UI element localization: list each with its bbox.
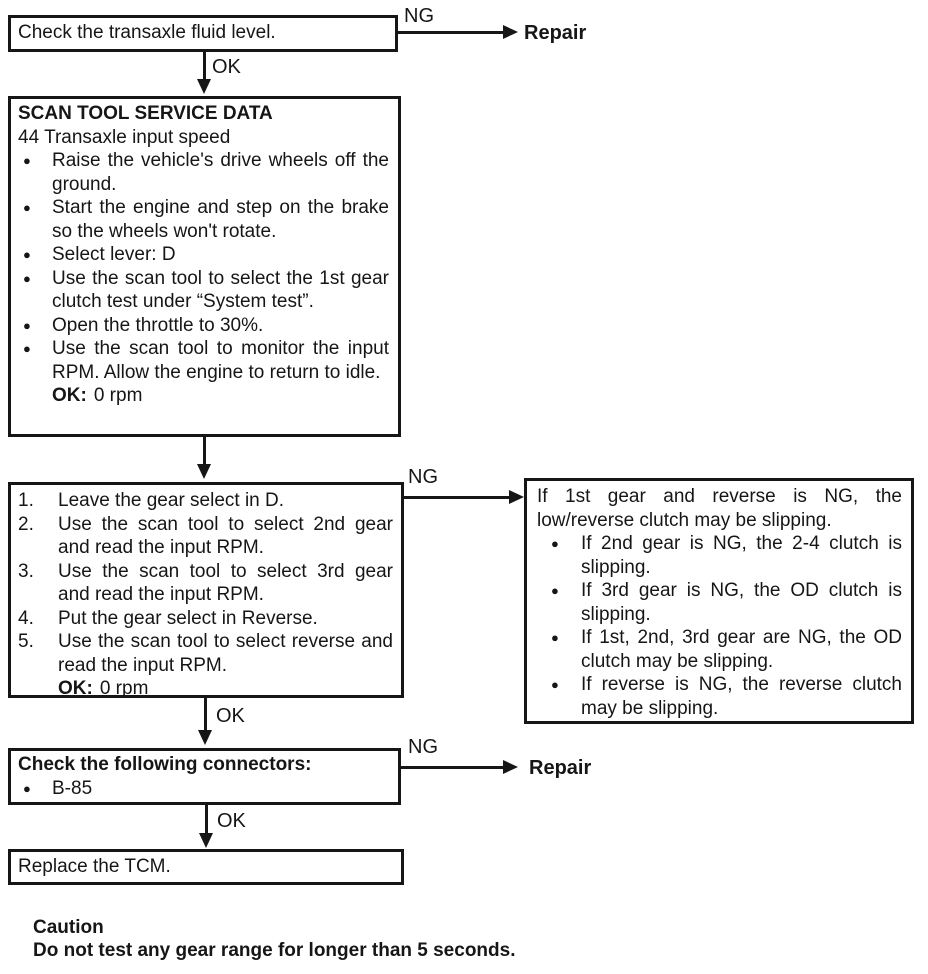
bullet-icon: ● bbox=[23, 200, 31, 215]
list-item bbox=[18, 777, 389, 801]
bullet-icon: ● bbox=[23, 153, 31, 168]
arrow-down-icon bbox=[197, 79, 211, 94]
label-repair-connectors: Repair bbox=[529, 757, 592, 779]
list-item-text: If 2nd gear is NG, the 2-4 clutch is slipping. bbox=[581, 533, 902, 578]
arrow-down-icon bbox=[198, 730, 212, 745]
node-clutch-diagnosis bbox=[524, 478, 914, 724]
ok-result-value: 0 rpm bbox=[93, 385, 143, 406]
arrow-down-icon bbox=[197, 464, 211, 479]
scan-tool-subtitle: 44 Transaxle input speed bbox=[18, 126, 231, 148]
step-text: Put the gear select in Reverse. bbox=[58, 607, 318, 629]
bullet-icon: ● bbox=[23, 247, 31, 262]
list-item-text: B-85 bbox=[52, 777, 93, 799]
label-ok-connectors: OK bbox=[217, 810, 246, 832]
list-item bbox=[18, 267, 389, 314]
scan-tool-title: SCAN TOOL SERVICE DATA bbox=[18, 103, 273, 124]
step-text: Use the scan tool to select reverse and read the input RPM. bbox=[58, 631, 393, 676]
caution-title: Caution bbox=[33, 917, 104, 938]
connector-fluid-ok bbox=[203, 52, 206, 81]
list-item bbox=[18, 314, 389, 338]
step-text: Use the scan tool to select 2nd gear and read the input RPM. bbox=[58, 513, 393, 558]
list-item bbox=[18, 513, 393, 560]
node-check-fluid-level-text: Check the transaxle fluid level. bbox=[18, 22, 276, 43]
label-ok-fluid: OK bbox=[212, 56, 241, 78]
list-item-text: If reverse is NG, the reverse clutch may be slipping. bbox=[581, 674, 902, 719]
step-number: 5. bbox=[18, 631, 34, 652]
label-repair-fluid: Repair bbox=[524, 22, 587, 44]
connector-scan-down bbox=[203, 437, 206, 466]
indent-spacer bbox=[18, 384, 52, 408]
bullet-icon: ● bbox=[551, 536, 559, 551]
list-item-text: Open the throttle to 30%. bbox=[52, 314, 264, 336]
indent-spacer bbox=[18, 677, 58, 701]
caution-note bbox=[33, 917, 593, 962]
ok-result-line bbox=[18, 677, 393, 701]
node-check-fluid-level bbox=[8, 15, 398, 52]
list-item bbox=[18, 149, 389, 196]
connector-steps-ng bbox=[404, 496, 510, 499]
ok-result-value: 0 rpm bbox=[99, 678, 149, 699]
connector-connectors-ng bbox=[401, 766, 504, 769]
list-item-text: Raise the vehicle's drive wheels off the ground. bbox=[52, 150, 389, 195]
list-item-text: If 3rd gear is NG, the OD clutch is slipping. bbox=[581, 580, 902, 625]
label-ng-steps: NG bbox=[408, 466, 438, 488]
list-item bbox=[18, 243, 389, 267]
list-item bbox=[18, 196, 389, 243]
list-item bbox=[18, 607, 393, 631]
arrow-down-icon bbox=[199, 833, 213, 848]
list-item-text: Select lever: D bbox=[52, 244, 176, 265]
step-number: 3. bbox=[18, 560, 34, 582]
label-ok-steps: OK bbox=[216, 705, 245, 727]
bullet-icon: ● bbox=[23, 780, 31, 796]
node-replace-tcm bbox=[8, 849, 404, 885]
step-number: 1. bbox=[18, 490, 34, 511]
list-item-text: Use the scan tool to select the 1st gear clutch test under “System test”. bbox=[52, 267, 389, 312]
bullet-icon: ● bbox=[23, 270, 31, 286]
ok-result-line bbox=[18, 384, 389, 408]
list-item bbox=[18, 560, 393, 607]
list-item bbox=[537, 673, 902, 720]
connector-connectors-ok bbox=[205, 805, 208, 835]
node-scan-tool-service-data bbox=[8, 96, 401, 437]
list-item bbox=[537, 532, 902, 579]
connector-fluid-ng bbox=[398, 31, 504, 34]
bullet-icon: ● bbox=[551, 630, 559, 645]
list-item-text: If 1st, 2nd, 3rd gear are NG, the OD clutch may be slipping. bbox=[581, 627, 902, 672]
step-number: 2. bbox=[18, 513, 34, 535]
arrow-right-icon bbox=[503, 25, 518, 39]
label-ng-connectors: NG bbox=[408, 736, 438, 758]
list-item bbox=[537, 626, 902, 673]
ok-result-label: OK: bbox=[52, 385, 87, 406]
arrow-right-icon bbox=[503, 760, 518, 774]
caution-text: Do not test any gear range for longer than 5 seconds. bbox=[33, 939, 516, 961]
ok-result-label: OK: bbox=[58, 678, 93, 699]
step-text: Use the scan tool to select 3rd gear and read the input RPM. bbox=[58, 560, 393, 605]
step-text: Leave the gear select in D. bbox=[58, 490, 285, 511]
node-replace-tcm-text: Replace the TCM. bbox=[18, 856, 171, 877]
bullet-icon: ● bbox=[551, 677, 559, 692]
list-item-text: Start the engine and step on the brake so the wheels won't rotate. bbox=[52, 197, 389, 242]
label-ng-fluid: NG bbox=[404, 5, 434, 27]
node-check-connectors bbox=[8, 748, 401, 805]
arrow-right-icon bbox=[509, 490, 524, 504]
connectors-title: Check the following connectors: bbox=[18, 754, 312, 775]
list-item bbox=[18, 630, 393, 677]
bullet-icon: ● bbox=[23, 317, 31, 333]
bullet-icon: ● bbox=[551, 583, 559, 598]
connector-steps-ok bbox=[204, 698, 207, 732]
list-item bbox=[18, 337, 389, 384]
diagnosis-intro: If 1st gear and reverse is NG, the low/reverse clutch may be slipping. bbox=[537, 486, 902, 531]
bullet-icon: ● bbox=[23, 341, 31, 356]
list-item bbox=[18, 489, 393, 513]
node-gear-test-steps bbox=[8, 482, 404, 698]
list-item bbox=[537, 579, 902, 626]
step-number: 4. bbox=[18, 607, 34, 629]
list-item-text: Use the scan tool to monitor the input RPM. Allow the engine to return to idle. bbox=[52, 338, 389, 383]
